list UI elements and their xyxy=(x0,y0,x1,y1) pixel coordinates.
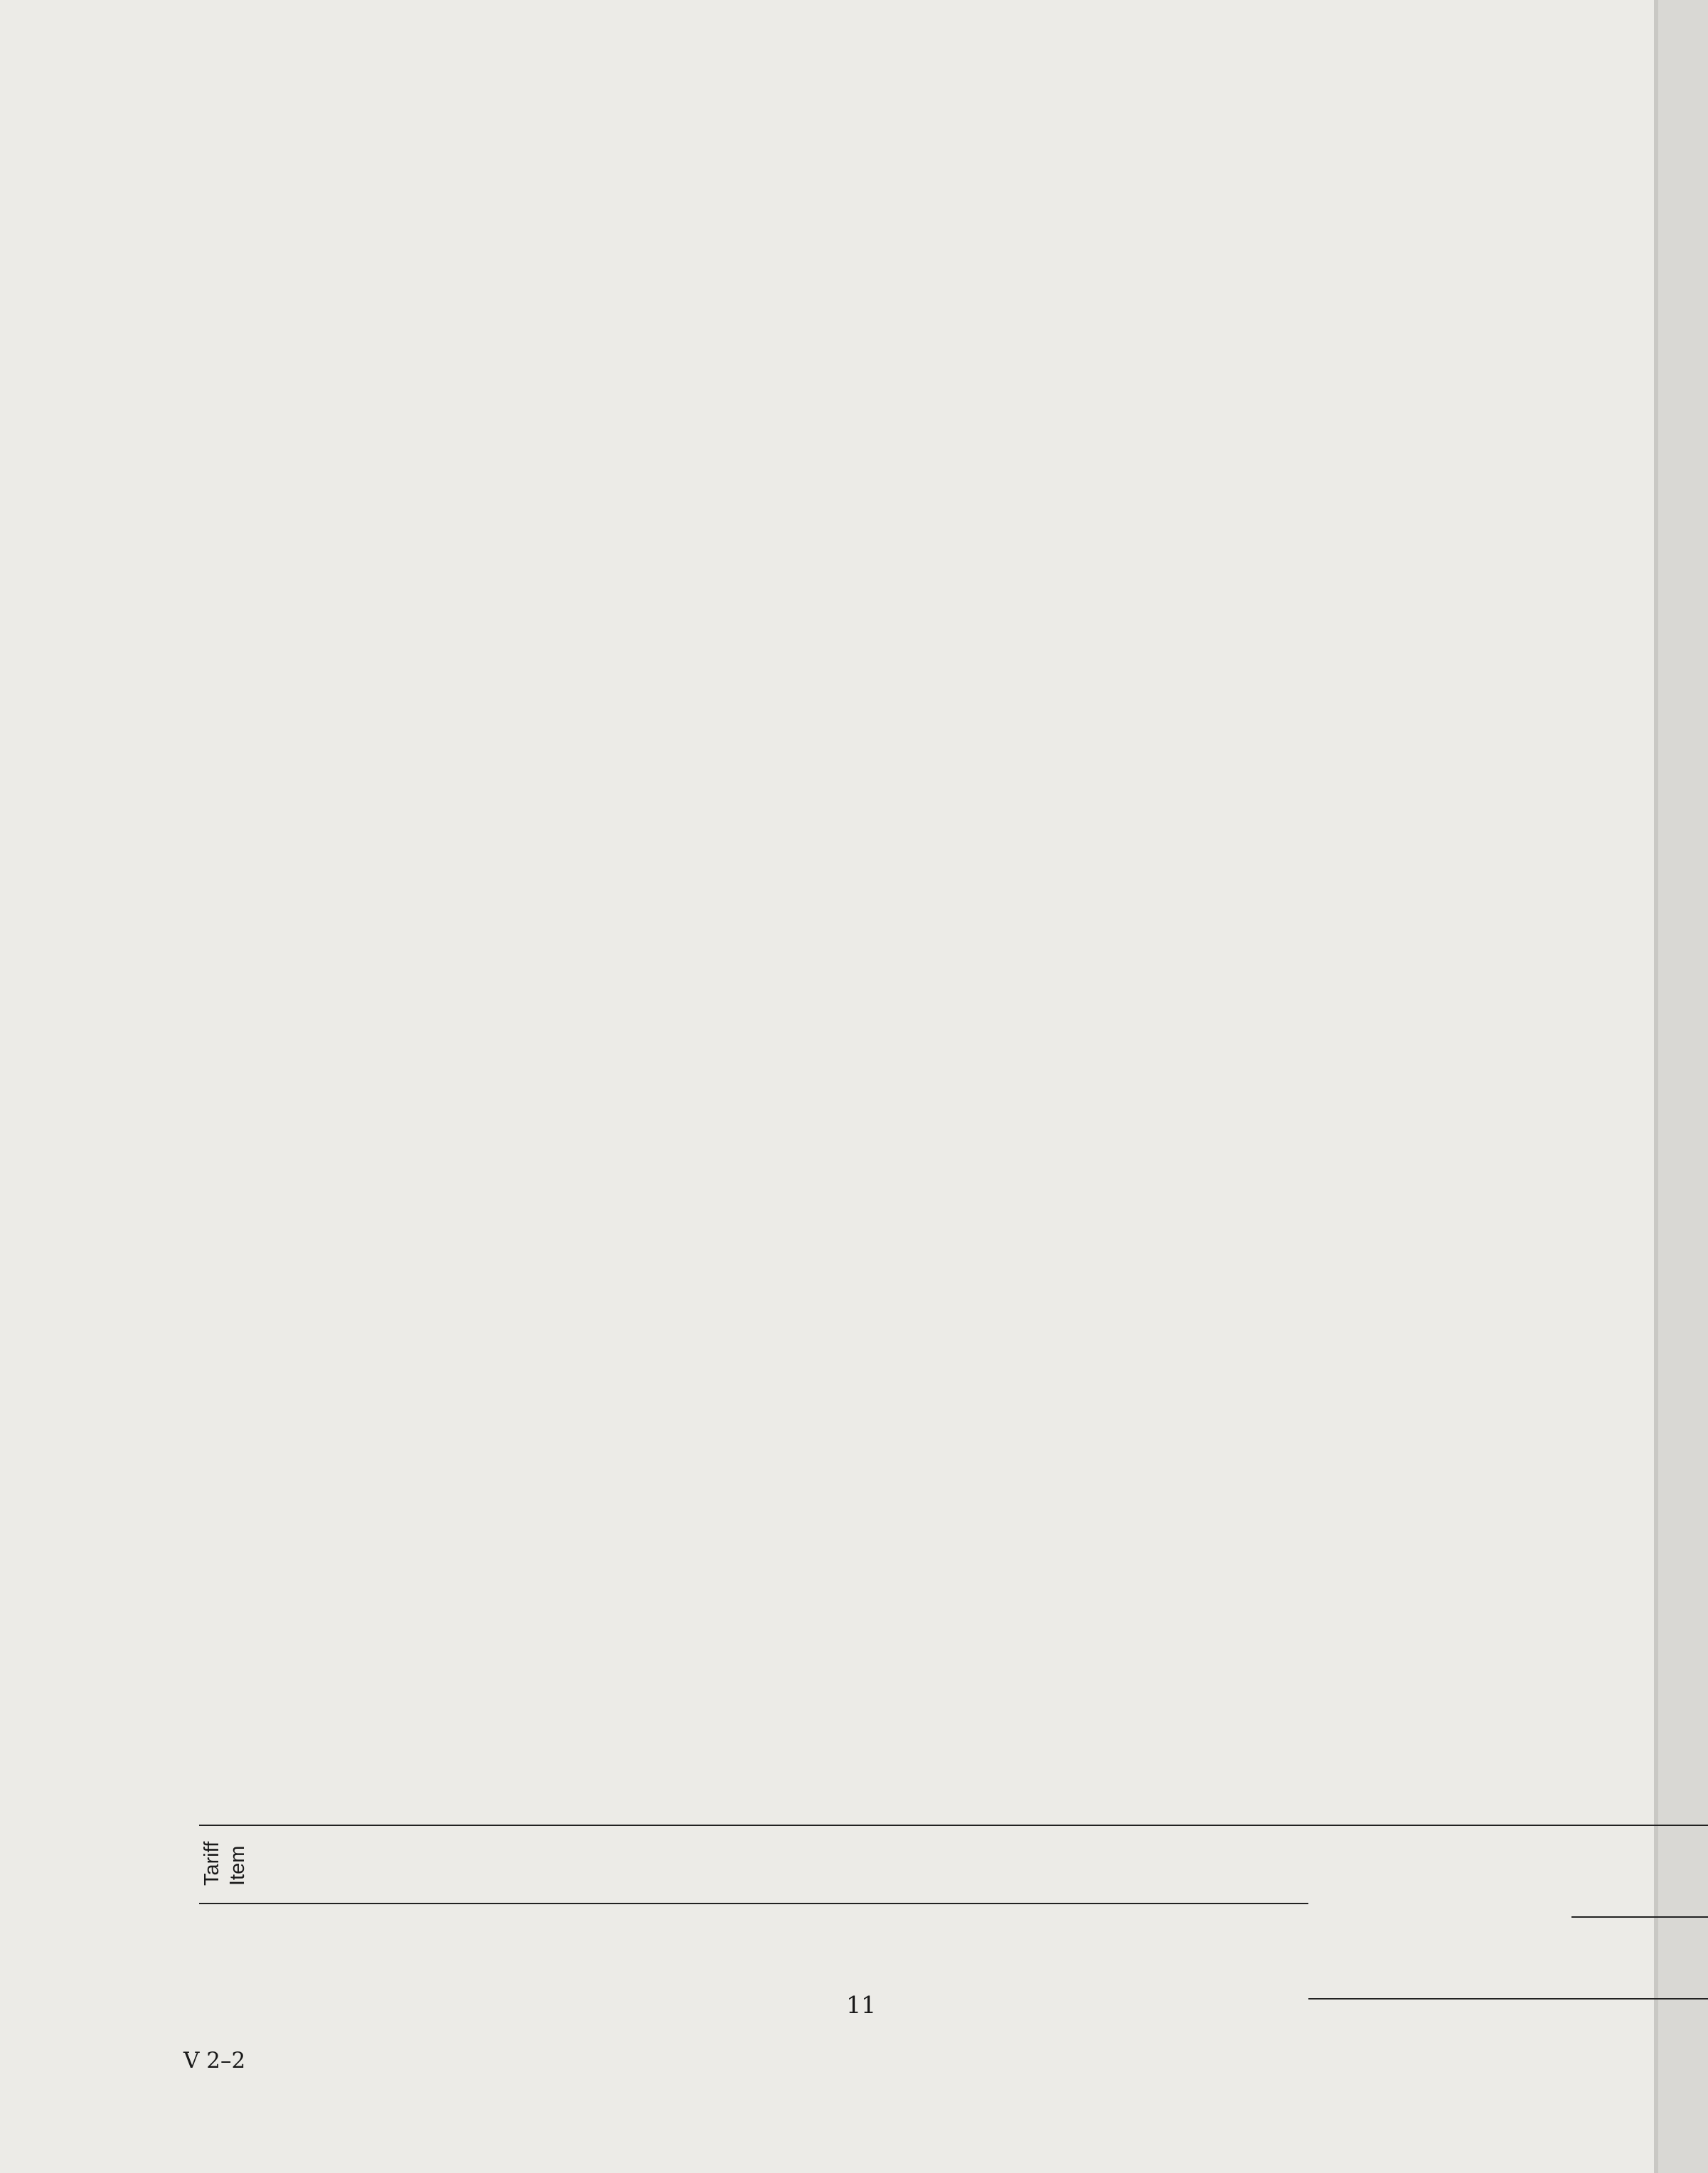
rates-group-rule xyxy=(1308,1998,1708,2000)
page-edge xyxy=(1658,0,1708,2173)
top-rule-left xyxy=(199,1903,1308,1904)
tariff-table xyxy=(199,21,1536,2012)
header-bottom-rule xyxy=(199,1825,1708,1826)
page-number: 11 xyxy=(846,1991,876,2019)
rates-sub-rule xyxy=(1571,1916,1708,1918)
header-tariff-item: Tariff Item xyxy=(201,1841,249,1886)
document-id: V 2–2 xyxy=(183,2048,246,2073)
